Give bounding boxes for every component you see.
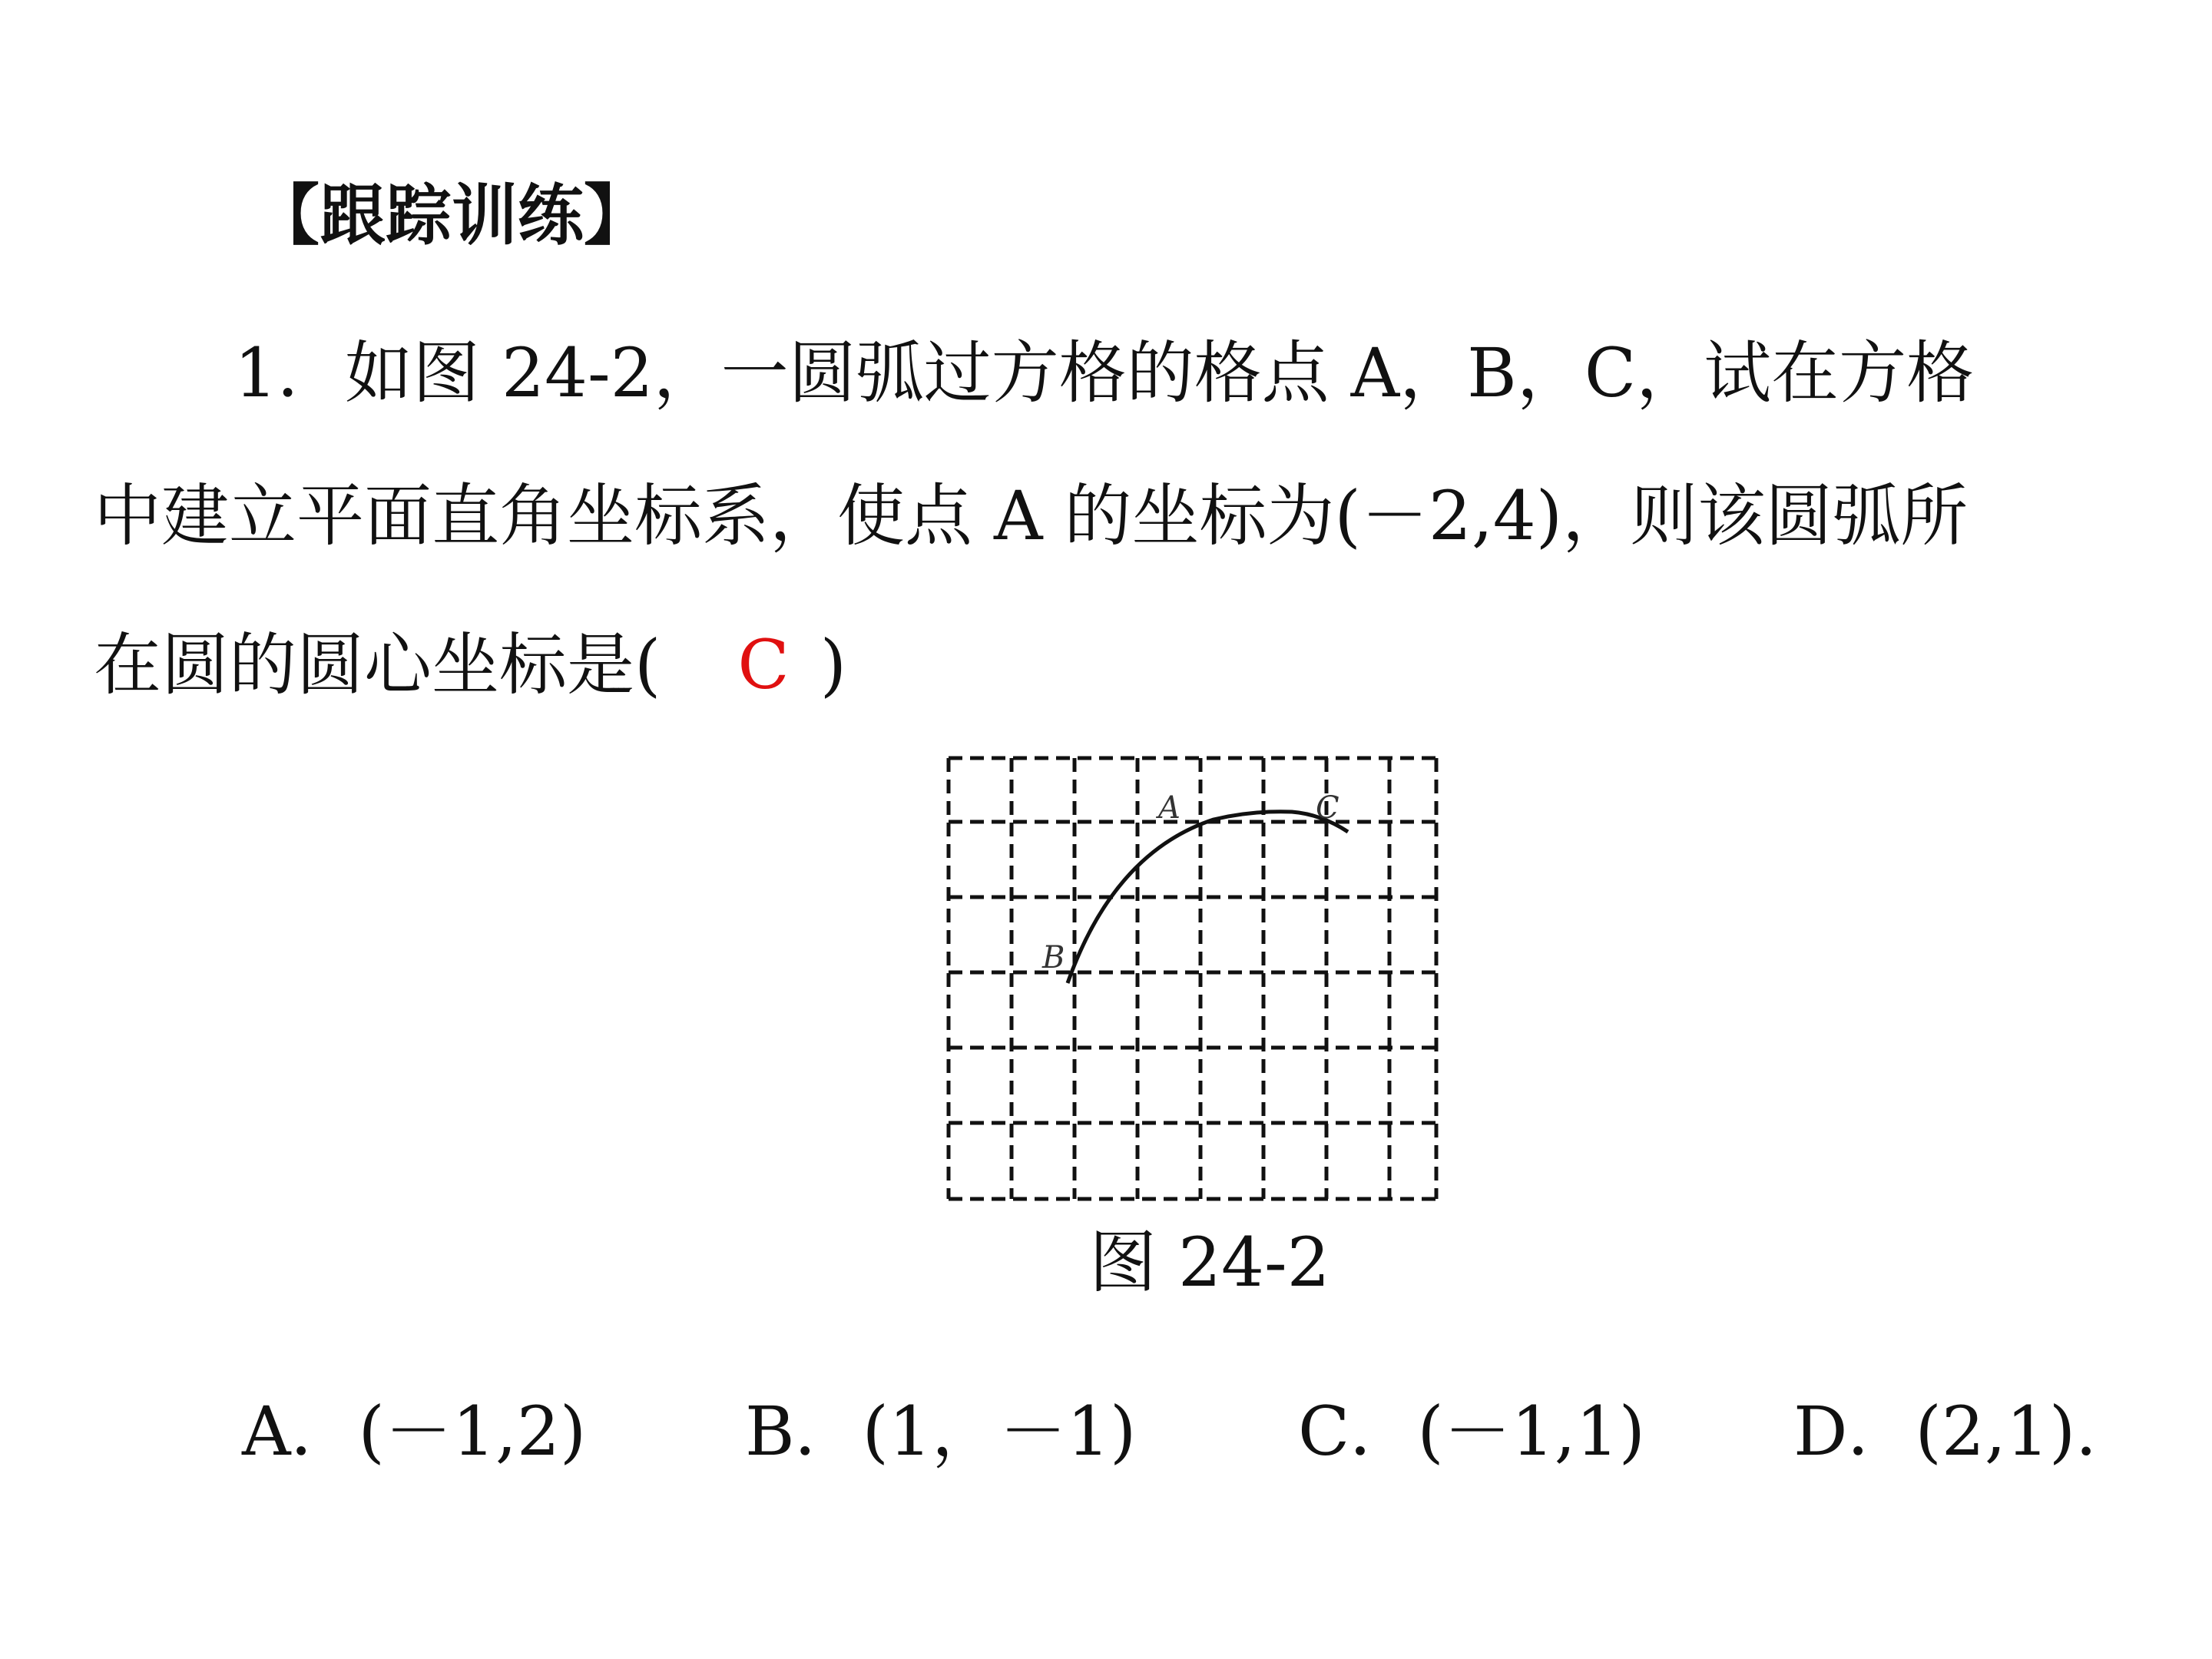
- question-line-3-prefix: 在圆的圆心坐标是(: [94, 625, 661, 704]
- point-label-c: C: [1316, 790, 1339, 826]
- option-b: B．(1，－1): [745, 1392, 1137, 1471]
- point-label-b: B: [1042, 940, 1065, 975]
- figure-caption: 图 24-2: [1089, 1223, 1330, 1302]
- question-line-2: 中建立平面直角坐标系，使点 A 的坐标为(－2,4)，则该圆弧所: [94, 476, 1969, 555]
- option-d: D．(2,1).: [1793, 1392, 2098, 1471]
- question-line-1: 1．如图 24-2，一圆弧过方格的格点 A，B，C，试在方格: [234, 333, 1975, 412]
- grid-figure: [929, 749, 1452, 1210]
- point-label-a: A: [1158, 790, 1181, 826]
- question-line-3: [94, 625, 847, 704]
- option-c: C．(－1,1): [1298, 1392, 1645, 1471]
- option-a: A．(－1,2): [242, 1392, 587, 1471]
- answer-choice: C: [737, 625, 790, 704]
- section-heading: 【跟踪训练】: [253, 177, 650, 254]
- question-line-3-suffix: ): [820, 625, 847, 704]
- dashed-grid: [949, 758, 1436, 1199]
